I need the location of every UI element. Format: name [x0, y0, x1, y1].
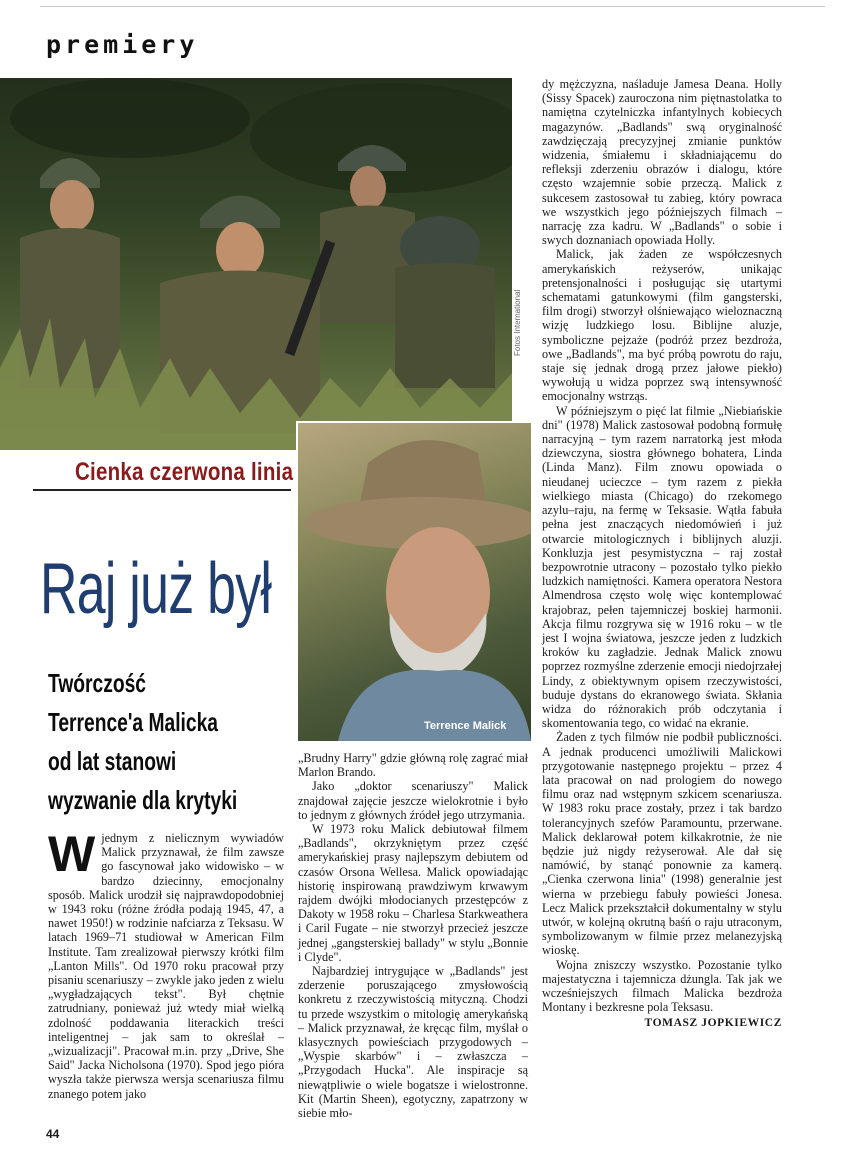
top-rule	[40, 6, 825, 7]
paragraph: W późniejszym o pięć lat filmie „Niebiańskie dni" (1978) Malick zastosował podobną formułę narracyjną – tym razem narratorką jest młoda dziewczyna, siostra głównego bohatera, Linda (Linda Manz). Film znowu opowiada o nieudanej ucieczce – tym razem z piekła wielkiego miasta (Chicago) do rzekomego azylu–raju, na fermę w Teksasie. Wątła fabuła pełna jest znaczących niedomówień i już otwarcie mitologicznych i biblijnych aluzji. Konkluzja jest pesymistyczna – raj został bezpowrotnie utracony – pozostało tylko piekło ludzkich namiętności. Kamera operatora Nestora Almendrosa często wolę więc kontemplować krajobraz, pełen tajemniczej boskiej harmonii. Akcja filmu rozgrywa się w 1916 roku – w tle jest I wojna światowa, jeszcze jeden z ludzkich kroków ku zagładzie. Jednak Malick znowu poprzez rozmyślne zderzenie emocji niedojrzałej Lindy, z obiektywnym opisem rzeczywistości, buduje dystans do ekranowego świata. Skłania widza do różnorakich prób odczytania i skomentowania tego, co widać na ekranie.	[542, 403, 782, 731]
subhead-line: od lat stanowi	[48, 746, 177, 776]
article-column-left	[48, 826, 284, 1101]
paragraph	[48, 826, 284, 1101]
article-column-right	[542, 77, 782, 1031]
photo-credit: Fotos International	[513, 289, 522, 356]
section-label: premiery	[46, 30, 199, 59]
page-number: 44	[46, 1127, 60, 1141]
film-title-rule	[33, 489, 291, 491]
paragraph-text: jednym z nielicznym wywiadów Malick przyznawał, że film zawsze go fascynował jako widowisko – w bardzo dziecinny, emocjonalny sposób. Malick urodził się najprawdopodobniej w 1943 roku (różne źródła podają 1945, 47, a nawet 1950!) w rodzinie nafciarza z Teksasu. W latach 1969–71 studiował w American Film Institute. Tam zrealizował pierwszy krótki film „Lanton Mills". Od 1970 roku pracował przy pisaniu scenariuszy – zwykle jako jeden z wielu „wygładzających tekst". Był chętnie zatrudniany, ponieważ już wtedy miał wielką zdolność poddawania literackich treści inteligentnej – jak sam to określał – „wizualizacji". Pracował m.in. przy „Drive, She Said" Jacka Nicholsona (1970). Spod jego pióra wyszła także pierwsza wersja scenariusza filmu znanego potem jako	[48, 831, 284, 1101]
paragraph: Wojna zniszczy wszystko. Pozostanie tylko majestatyczna i tajemnicza dżungla. Tak jak we wcześniejszych filmach Malicka bezdroża Montany i bezkresne pola Teksasu.	[542, 957, 782, 1015]
paragraph: W 1973 roku Malick debiutował filmem „Badlands", okrzykniętym przez część amerykańskiej prasy najlepszym debiutem od czasów Orsona Wellesa. Malick opowiadając historię inspirowaną prawdziwym krwawym rajdem dwójki młodocianych przestępców z Dakoty w 1958 roku – Charlesa Starkweathera i Caril Fugate – nie stworzył przecież jeszcze jednej „gangsterskiej ballady" w stylu „Bonnie i Clyde".	[298, 822, 528, 964]
soldiers-photo	[0, 78, 512, 450]
paragraph: „Brudny Harry" gdzie główną rolę zagrać miał Marlon Brando.	[298, 751, 528, 780]
drop-cap: W	[48, 826, 96, 882]
subhead-line: Terrence'a Malicka	[48, 707, 219, 737]
subhead-line: Twórczość	[48, 668, 147, 698]
headline: Raj już był	[40, 549, 272, 629]
paragraph: Żaden z tych filmów nie podbił publiczności. A jednak producenci umożliwili Malickowi przygotowanie następnego projektu – przez 4 lata pracował on nad prologiem do nowego filmu oraz nad wstępnym szkicem scenariusza. W 1983 roku prace zostały, przez i tak bardzo tolerancyjnych szefów Paramountu, przerwane. Malick deklarował potem kilkakrotnie, że nie będzie już nigdy reżyserował. Ale dał się namówić, by stanąć ponownie za kamerą. „Cienka czerwona linia" (1998) generalnie jest wierna w przebiegu fabuły powieści Jonesa. Lecz Malick przekształcił dokumentalny w stylu utwór, w kolejną okrutną baśń o raju utraconym, symbolizowanym w filmie przez melanezyjską wioskę.	[542, 730, 782, 958]
author-byline: TOMASZ JOPKIEWICZ	[644, 1017, 782, 1030]
paragraph: Najbardziej intrygujące w „Badlands" jest zderzenie poruszającego zmysłowością konkretu z rzeczywistością mityczną. Chodzi tu przede wszystkim o mitologię amerykańską – Malick przyznawał, że kręcąc film, myślał o klasycznych powieściach przygodowych – „Wyspie skarbów" i – zwłaszcza – „Przygodach Hucka". Ale inspiracje są niewątpliwie o wiele bogatsze i wielostronne. Kit (Martin Sheen), egotyczny, zapatrzony w siebie mło-	[298, 964, 528, 1121]
subhead-line: wyzwanie dla krytyki	[48, 785, 238, 815]
subhead	[48, 664, 298, 820]
malick-caption: Terrence Malick	[424, 720, 507, 732]
paragraph: Jako „doktor scenariuszy" Malick znajdował zajęcie jeszcze wielokrotnie i było to jednym z głównych źródeł jego utrzymania.	[298, 779, 528, 822]
article-column-middle	[298, 751, 528, 1120]
film-title: Cienka czerwona linia	[75, 458, 294, 486]
paragraph: dy mężczyzna, naśladuje Jamesa Deana. Holly (Sissy Spacek) zauroczona nim piętnastolatka to namiętna czytelniczka infantylnych kobiecych magazynów. „Badlands" swą oryginalność zawdzięczają precyzyjnej zmianie punktów widzenia, śmiałemu i składniającemu do refleksji zderzeniu obrazów i dialogu, które często wzajemnie sobie przeczą. Malick z sukcesem zastosował tu zabieg, który powraca we wszystkich jego późniejszych filmach – narrację zza kadru. W „Badlands" o sobie i swych doznaniach opowiada Holly.	[542, 77, 782, 248]
malick-portrait-photo	[296, 421, 531, 741]
paragraph: Malick, jak żaden ze współczesnych amerykańskich reżyserów, unikając pretensjonalności i posługując się utartymi schematami gatunkowymi (film gangsterski, film drogi) stworzył olśniewająco wieloznaczną wizję ludzkiego losu. Biblijne aluzje, symboliczne pejzaże (podróż przez bezdroża, owe „Badlands", ma być próbą powrotu do raju, staje się jednak drogą przez jałowe piekło) wywołują u widza poprzez swą intensywność emocjonalny wstrząs.	[542, 247, 782, 404]
